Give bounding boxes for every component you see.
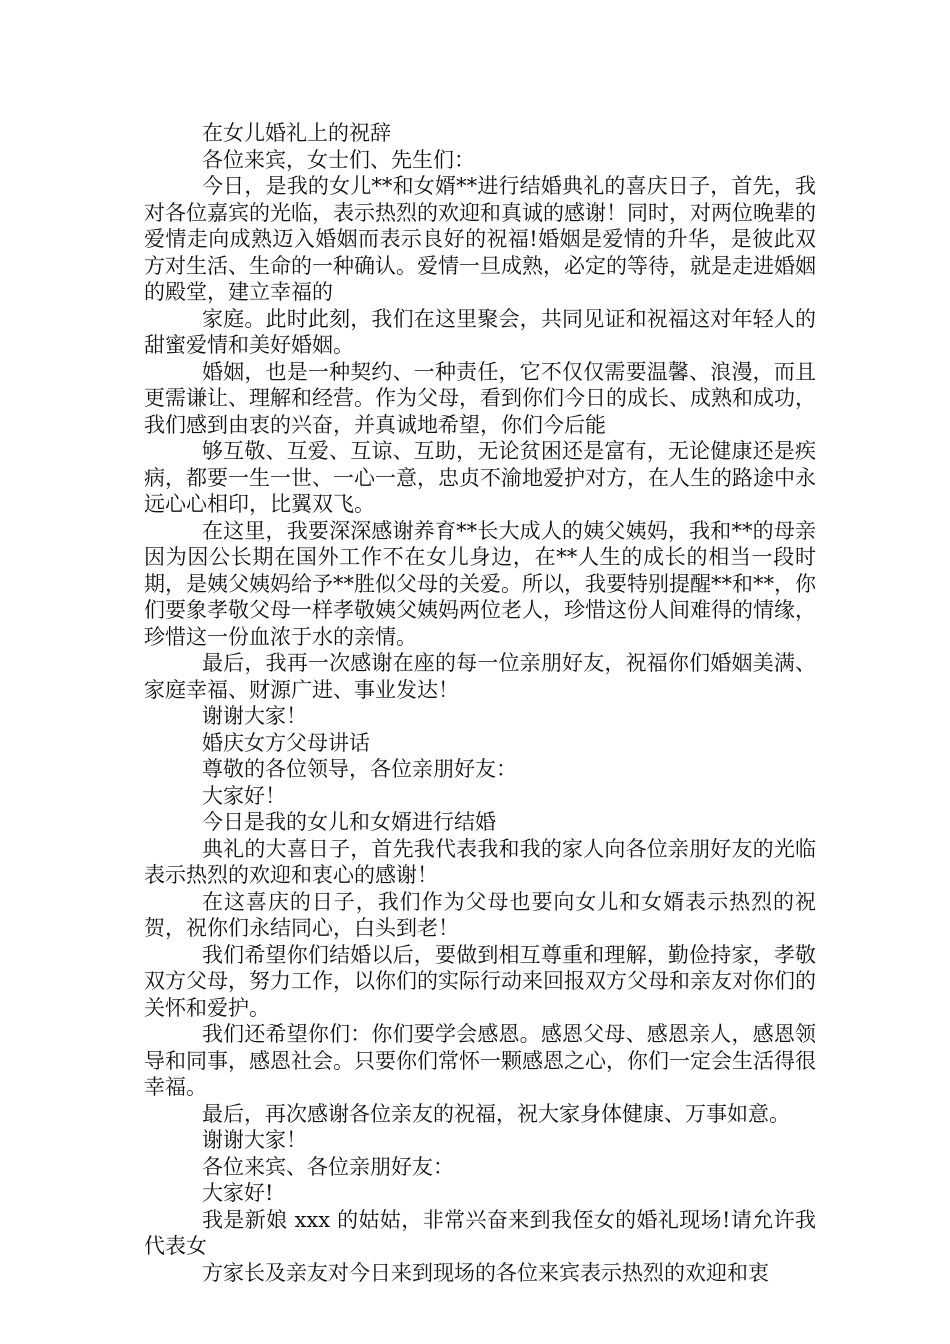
paragraph: 典礼的大喜日子，首先我代表我和我的家人向各位亲朋好友的光临表示热烈的欢迎和衷心的感谢！ bbox=[144, 836, 816, 887]
greeting: 大家好! bbox=[202, 1181, 274, 1205]
paragraph: 我是新娘 xxx 的姑姑，非常兴奋来到我侄女的婚礼现场!请允许我代表女 bbox=[144, 1207, 816, 1258]
paragraph: 最后，我再一次感谢在座的每一位亲朋好友，祝福你们婚姻美满、家庭幸福、财源广进、事业发达！ bbox=[144, 651, 816, 702]
paragraph: 最后，再次感谢各位亲友的祝福，祝大家身体健康、万事如意。 bbox=[202, 1101, 790, 1126]
speech-title: 在女儿婚礼上的祝辞 bbox=[202, 121, 391, 145]
paragraph: 今日，是我的女儿**和女婿**进行结婚典礼的喜庆日子，首先，我对各位嘉宾的光临，表示热烈的欢迎和真诚的感谢！同时，对两位晚辈的爱情走向成熟迈入婚姻而表示良好的祝福!婚姻是爱情的升华，是彼此双方对生活、生命的一种确认。爱情一旦成熟，必定的等待，就是走进婚姻的殿堂，建立幸福的 bbox=[144, 174, 816, 304]
paragraph: 婚姻，也是一种契约、一种责任，它不仅仅需要温馨、浪漫，而且更需谦让、理解和经营。作为父母，看到你们今日的成长、成熟和成功，我们感到由衷的兴奋，并真诚地希望，你们今后能 bbox=[144, 359, 816, 437]
closing-thanks: 谢谢大家！ bbox=[202, 1128, 307, 1152]
closing-thanks: 谢谢大家！ bbox=[202, 704, 307, 728]
paragraph: 我们希望你们结婚以后，要做到相互尊重和理解，勤俭持家，孝敬双方父母，努力工作，以你们的实际行动来回报双方父母和亲友对你们的关怀和爱护。 bbox=[144, 942, 816, 1020]
paragraph: 够互敬、互爱、互谅、互助，无论贫困还是富有，无论健康还是疾病，都要一生一世、一心一意，忠贞不渝地爱护对方，在人生的路途中永远心心相印，比翼双飞。 bbox=[144, 439, 816, 516]
paragraph: 我们还希望你们：你们要学会感恩。感恩父母、感恩亲人，感恩领导和同事，感恩社会。只要你们常怀一颗感恩之心，你们一定会生活得很幸福。 bbox=[144, 1022, 816, 1099]
paragraph: 在这里，我要深深感谢养育**长大成人的姨父姨妈，我和**的母亲因为因公长期在国外工作不在女儿身边，在**人生的成长的相当一段时期，是姨父姨妈给予**胜似父母的关爱。所以，我要特别提醒**和**，你们要象孝敬父母一样孝敬姨父姨妈两位老人，珍惜这份人间难得的情缘，珍惜这一份血浓于水的亲情。 bbox=[144, 518, 816, 649]
paragraph: 方家长及亲友对今日来到现场的各位来宾表示热烈的欢迎和衷 bbox=[202, 1260, 769, 1285]
paragraph: 家庭。此时此刻，我们在这里聚会，共同见证和祝福这对年轻人的甜蜜爱情和美好婚姻。 bbox=[144, 306, 816, 357]
document-page bbox=[144, 120, 816, 1286]
salutation: 各位来宾、各位亲朋好友： bbox=[202, 1154, 454, 1179]
speech-title: 婚庆女方父母讲话 bbox=[202, 730, 370, 755]
salutation: 各位来宾，女士们、先生们： bbox=[202, 147, 475, 172]
salutation: 尊敬的各位领导，各位亲朋好友： bbox=[202, 757, 517, 781]
paragraph: 在这喜庆的日子，我们作为父母也要向女儿和女婿表示热烈的祝贺，祝你们永结同心，白头到老！ bbox=[144, 889, 816, 940]
paragraph: 今日是我的女儿和女婿进行结婚 bbox=[202, 810, 496, 834]
greeting: 大家好！ bbox=[202, 783, 286, 808]
